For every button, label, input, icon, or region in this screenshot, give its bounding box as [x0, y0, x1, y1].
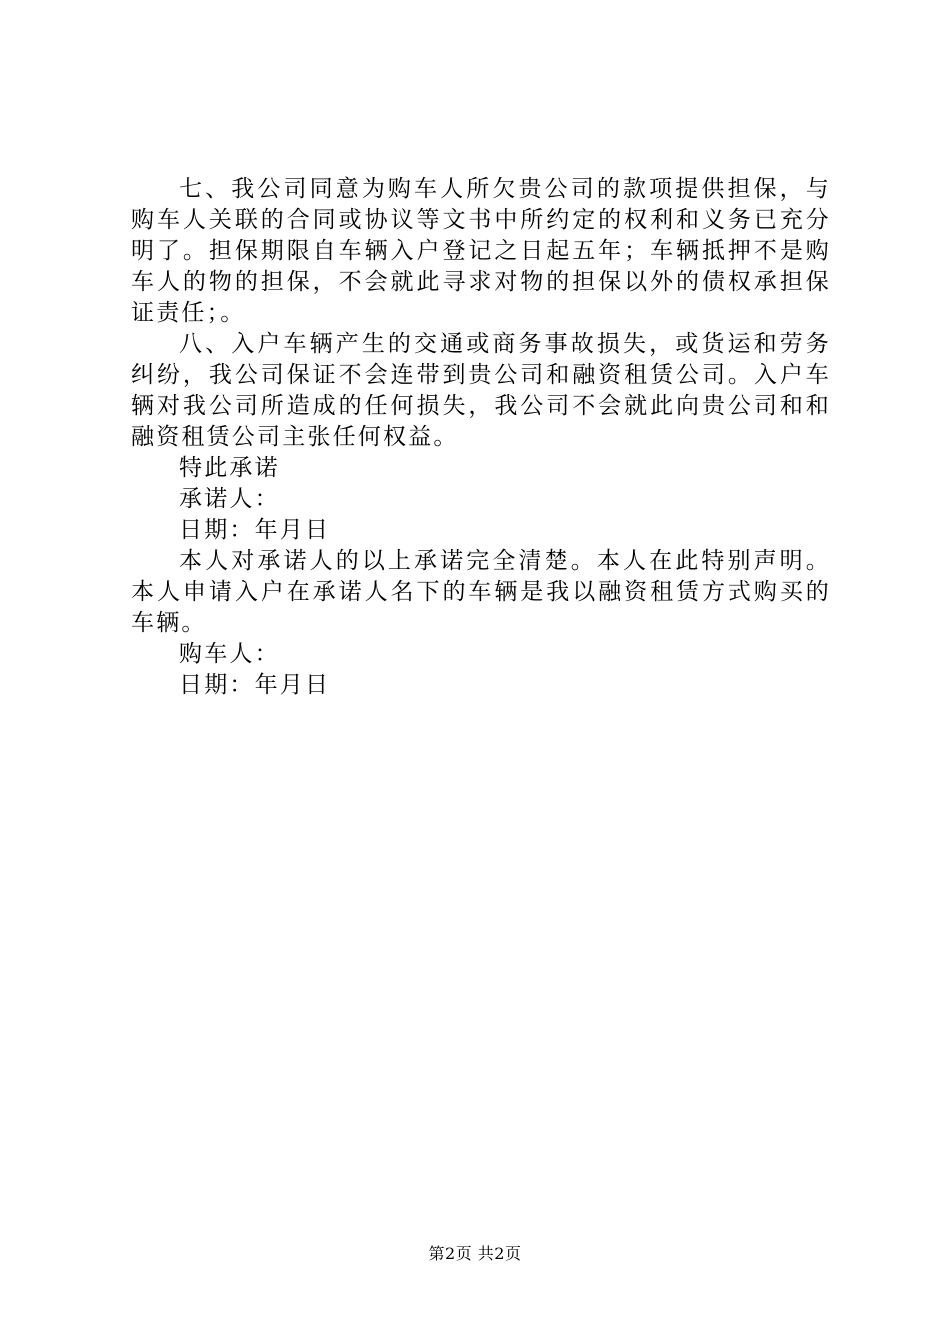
- clause-eight-paragraph: 八、入户车辆产生的交通或商务事故损失，或货运和劳务纠纷，我公司保证不会连带到贵公司和融资租赁公司。入户车辆对我公司所造成的任何损失，我公司不会就此向贵公司和和融资租赁公司主张任何权益。: [131, 331, 831, 450]
- buyer-date-line: 日期：年月日: [179, 672, 331, 698]
- buyer-declaration-paragraph: 本人对承诺人的以上承诺完全清楚。本人在此特别声明。本人申请入户在承诺人名下的车辆是我以融资租赁方式购买的车辆。: [131, 548, 831, 636]
- clause-seven-paragraph: 七、我公司同意为购车人所欠贵公司的款项提供担保，与购车人关联的合同或协议等文书中所约定的权利和义务已充分明了。担保期限自车辆入户登记之日起五年；车辆抵押不是购车人的物的担保，不会就此寻求对物的担保以外的债权承担保证责任；。: [131, 176, 831, 326]
- page-number-footer: 第2页 共2页: [428, 1244, 522, 1263]
- promisor-signature-line: 承诺人：: [179, 486, 280, 512]
- document-body: [131, 174, 831, 701]
- promisor-date-line: 日期：年月日: [179, 517, 331, 543]
- buyer-signature-line: 购车人：: [179, 641, 280, 667]
- commitment-statement: 特此承诺: [179, 455, 280, 481]
